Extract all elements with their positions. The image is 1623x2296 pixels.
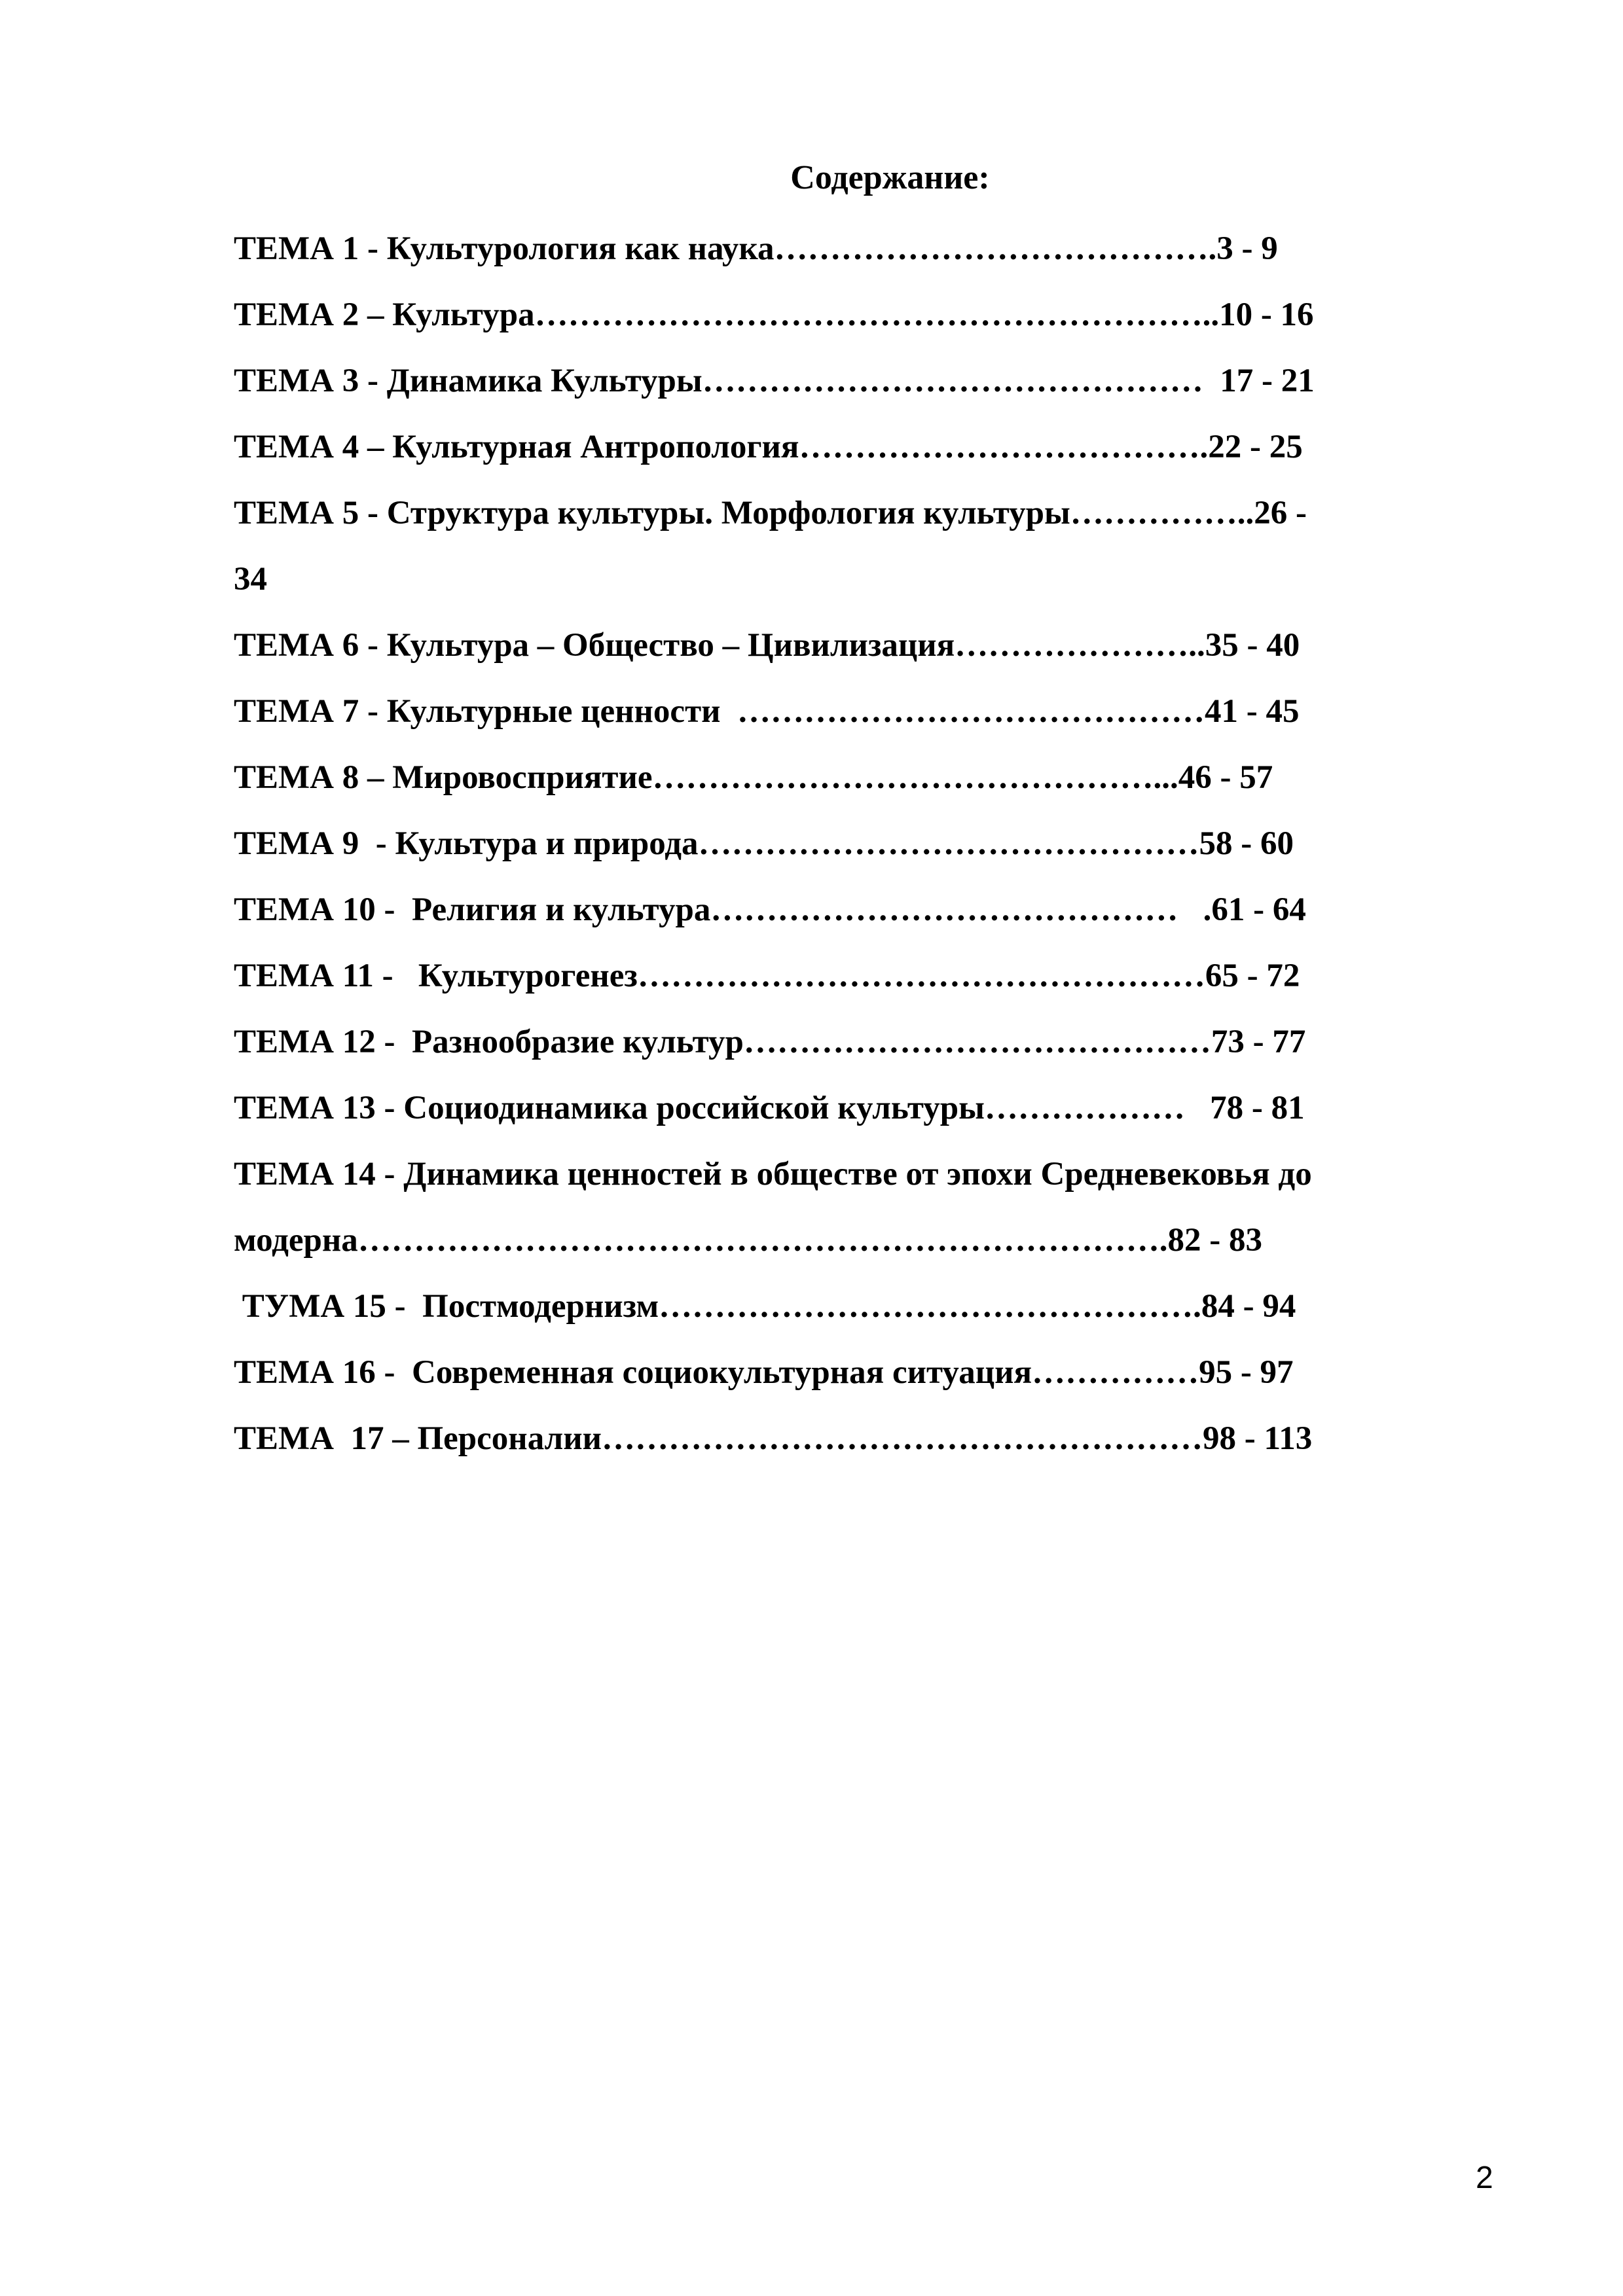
toc-entry-topic-10: ТЕМА 10 - Религия и культура…………………………………… .61 - 64 bbox=[234, 891, 1306, 928]
toc-entry-topic-14: ТЕМА 14 - Динамика ценностей в обществе от эпохи Средневековья до bbox=[234, 1156, 1312, 1193]
toc-entry-topic-4: ТЕМА 4 – Культурная Антропология……………………………….22 - 25 bbox=[234, 429, 1303, 465]
toc-entry-topic-12: ТЕМА 12 - Разнообразие культур……………………………………73 - 77 bbox=[234, 1024, 1306, 1060]
toc-entry-topic-13: ТЕМА 13 - Социодинамика российской культуры……………… 78 - 81 bbox=[234, 1090, 1305, 1126]
toc-entry-topic-17: ТЕМА 17 – Персоналии………………………………………………98 - 113 bbox=[234, 1420, 1313, 1457]
toc-entry-topic-6: ТЕМА 6 - Культура – Общество – Цивилизация…………………..35 - 40 bbox=[234, 627, 1300, 664]
toc-entry-topic-5-continued: 34 bbox=[234, 561, 267, 598]
toc-entry-topic-14-continued: модерна……………………………………………………………….82 - 83 bbox=[234, 1222, 1263, 1259]
toc-entry-topic-15: ТУМА 15 - Постмодернизм………………………………………….84 - 94 bbox=[234, 1288, 1296, 1325]
toc-entry-topic-9: ТЕМА 9 - Культура и природа………………………………………58 - 60 bbox=[234, 825, 1294, 862]
toc-entry-topic-8: ТЕМА 8 – Мировосприятие………………………………………...46 - 57 bbox=[234, 759, 1273, 796]
toc-entry-topic-5: ТЕМА 5 - Структура культуры. Морфология культуры……………..26 - bbox=[234, 495, 1307, 531]
toc-heading: Содержание: bbox=[790, 159, 990, 196]
toc-entry-topic-2: ТЕМА 2 – Культура……………………………………………………..10 - 16 bbox=[234, 296, 1314, 333]
toc-entry-topic-11: ТЕМА 11 - Культурогенез……………………………………………65 - 72 bbox=[234, 958, 1300, 994]
toc-entry-topic-3: ТЕМА 3 - Динамика Культуры……………………………………… 17 - 21 bbox=[234, 363, 1315, 399]
page-number: 2 bbox=[1476, 2161, 1493, 2195]
toc-entry-topic-7: ТЕМА 7 - Культурные ценности ……………………………………41 - 45 bbox=[234, 693, 1300, 730]
toc-entry-topic-1: ТЕМА 1 - Культурология как наука………………………………….3 - 9 bbox=[234, 230, 1278, 267]
toc-entry-topic-16: ТЕМА 16 - Современная социокультурная ситуация……………95 - 97 bbox=[234, 1354, 1294, 1391]
